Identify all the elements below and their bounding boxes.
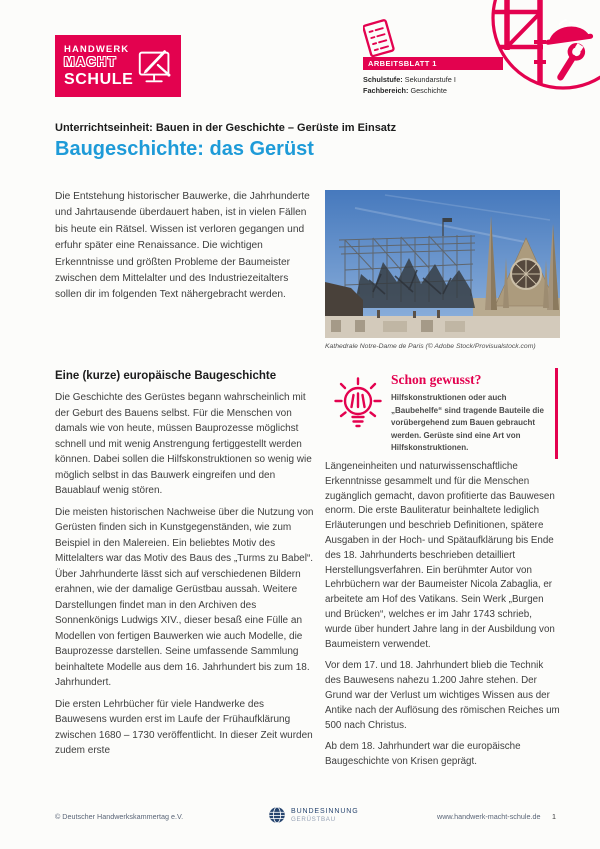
infobox-text: Hilfskonstruktionen oder auch „Baubehelfe“ sind tragende Bauteile die vorübergehend zum Bauen gebraucht werden. Gerüste sind eine Art von Hilfskonstruktionen. bbox=[391, 393, 544, 452]
body-paragraph: Vor dem 17. und 18. Jahrhundert blieb die Technik des Bauwesens nahezu 1.200 Jahre stehen. Der Grund war der Verlust um wichtiges Wissen aus der Antike nach der Auflösung des römischen Reiches um 500 nach Christus. bbox=[325, 660, 560, 731]
logo-word-macht: MACHT bbox=[64, 55, 118, 69]
fachbereich-label: Fachbereich: bbox=[363, 86, 409, 95]
page-title: Baugeschichte: das Gerüst bbox=[55, 138, 314, 160]
globe-icon bbox=[268, 806, 286, 824]
website-link[interactable]: www.handwerk-macht-schule.de bbox=[437, 812, 541, 821]
body-paragraph: Die meisten historischen Nachweise über die Nutzung von Gerüsten finden sich in Kunstgegenständen, wie zum Beispiel in den Malereien. Ein beliebtes Motiv des Mittelalters war das Motiv des Baus des „Turms zu Babel“. Über Jahrhunderte lässt sich auf verschiedenen Bildern erahnen, wie der damalige Gerüstbau aussah. Weitere Darstellungen findet man in den Archiven des Sonnenkönigs Ludwigs XIV., dieser besaß eine Fülle an Modellen von fertigen Bauwerken wie auch Modelle, die Bauprozesse darstellen. Seine umfassende Sammlung beinhaltete Modelle aus dem 16. Jahrhundert bis zum 18. Jahrhundert. bbox=[55, 506, 314, 688]
body-paragraph: Die ersten Lehrbücher für viele Handwerke des Bauwesens wurden erst im Laufe der Frühaufklärung zwischen 1680 – 1730 veröffentlicht. In dieser Zeit wurden zudem erste bbox=[55, 698, 313, 756]
arbeitsblatt-badge bbox=[363, 57, 503, 70]
photo-caption: Kathedrale Notre-Dame de Paris (© Adobe Stock/Provisualstock.com) bbox=[325, 343, 536, 350]
copyright-text: © Deutscher Handwerkskammertag e.V. bbox=[55, 812, 184, 821]
body-paragraph: Ab dem 18. Jahrhundert war die europäische Baugeschichte von Krisen geprägt. bbox=[325, 741, 521, 768]
fachbereich-line bbox=[363, 85, 456, 96]
logo-word-handwerk: HANDWERK bbox=[64, 43, 130, 55]
bundesinnung-logo bbox=[268, 806, 359, 824]
pencil-board-icon bbox=[135, 45, 177, 87]
schulstufe-line bbox=[363, 74, 456, 85]
worksheet-checklist-icon bbox=[363, 18, 395, 58]
intro-paragraph: Die Entstehung historischer Bauwerke, die Jahrhunderte und Jahrtausende überdauert haben, ist in vielen Fällen bis heute ein Rätsel. Wissen ist verloren gegangen und erfuhr später eine Renaissance. Die wichtigen Erkenntnisse und größten Probleme der Baumeister zwischen dem Mittelalter und des Industriezeitalters sollen dir im folgenden Text nähergebracht werden. bbox=[55, 191, 310, 301]
arbeitsblatt-badge-label: ARBEITSBLATT 1 bbox=[368, 59, 437, 68]
unit-title: Unterrichtseinheit: Bauen in der Geschichte – Gerüste im Einsatz bbox=[55, 122, 397, 134]
body-paragraph: Die Geschichte des Gerüstes begann wahrscheinlich mit der Geburt des Bauens selbst. Für die Menschen von damals wie von heute, müssen Bauprozesse möglichst schnell und mit wenig Anstrengung fertiggestellt werden können. Dabei sollen die Hilfskonstruktionen so wenig wie möglich selbst in das Bauwerk eingreifen und den Bauablauf wenig stören. bbox=[55, 392, 312, 496]
wrench-icon bbox=[555, 42, 586, 81]
notre-dame-photo bbox=[325, 190, 560, 338]
org-name: BUNDESINNUNG bbox=[291, 807, 359, 815]
lightbulb-icon bbox=[325, 372, 391, 438]
infobox-title: Schon gewusst? bbox=[391, 372, 482, 387]
notre-dame-photo-art bbox=[325, 190, 560, 338]
left-column bbox=[55, 370, 316, 765]
page-number: 1 bbox=[552, 812, 556, 821]
body-paragraph: Längeneinheiten und naturwissenschaftliche Erkenntnisse gesammelt und für die Menschen zugänglich gemacht, davon profitierte das Bauwesen enorm. Die erste Bauliteratur beinhaltete lediglich Erläuterungen und beschrieb Definitionen, spätere Ausgaben in der Hoch- und Spätaufklärung bis Ende des 18. Jahrhunderts beschrieben detailliert Herstellungsverfahren. Ein berühmter Autor von Lehrbüchern war der Baumeister Nicola Zabaglia, er arbeitete am Hof des Vatikans. Sein Werk „Burgen und Brücken“, welches er im Jahr 1743 schrieb, wurde über hundert Jahre lang in der Ausbildung von Baumeistern verwendet. bbox=[325, 461, 555, 650]
hard-hat-icon bbox=[543, 17, 594, 45]
right-column bbox=[325, 460, 560, 777]
schulstufe-value: Sekundarstufe I bbox=[404, 75, 456, 84]
org-subname: GERÜSTBAU bbox=[291, 815, 336, 823]
infobox-content bbox=[391, 372, 547, 455]
logo-word-schule: SCHULE bbox=[64, 70, 134, 88]
bundesinnung-text bbox=[291, 808, 359, 823]
schulstufe-label: Schulstufe: bbox=[363, 75, 403, 84]
fachbereich-value: Geschichte bbox=[410, 86, 447, 95]
handwerk-macht-schule-logo bbox=[55, 35, 181, 97]
schon-gewusst-infobox bbox=[325, 368, 558, 459]
worksheet-meta bbox=[363, 74, 456, 96]
logo-wordmark bbox=[64, 45, 133, 88]
section-heading: Eine (kurze) europäische Baugeschichte bbox=[55, 370, 277, 382]
